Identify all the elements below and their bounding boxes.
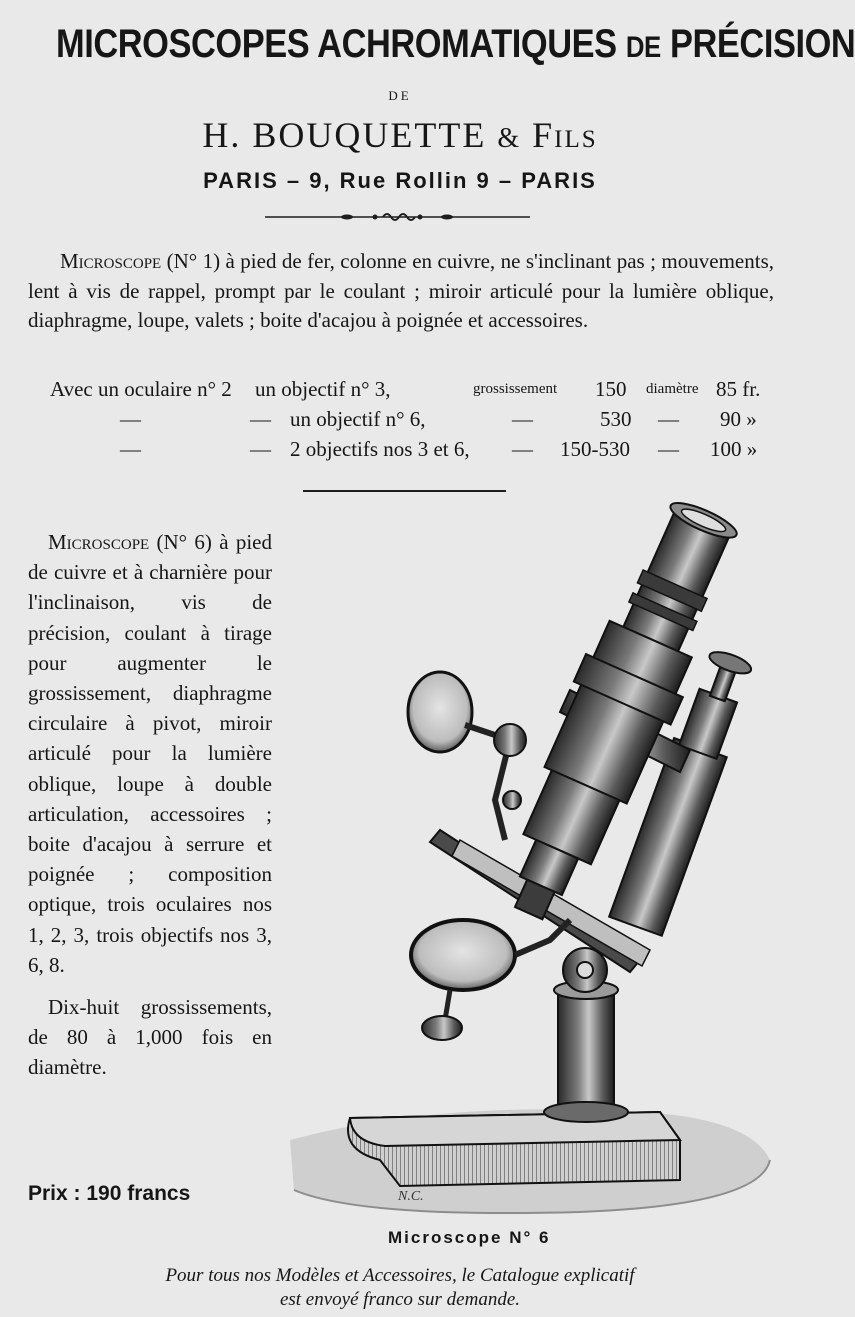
- price-row-2-dash-d: —: [658, 407, 679, 431]
- price-row-3-dash-d: —: [658, 437, 679, 461]
- microscope-1-text: (N° 1) à pied de fer, colonne en cuivre, ne s'inclinant pas ; mouvements, lent à vis de rappel, prompt par le coulant ; miroir articulé pour la lumière oblique, diaphragme, loupe, valets ; boite d'acajou à poignée et accessoires.: [28, 249, 774, 332]
- price-row-1-price: 85 fr.: [716, 377, 761, 401]
- microscope-1-description: [28, 247, 774, 336]
- price-row-1-diametre: diamètre: [646, 381, 699, 397]
- microscope-1-lead: Microscope: [60, 249, 162, 273]
- price-row-2: [40, 407, 780, 437]
- firm-name: [0, 114, 800, 156]
- price-row-1: [40, 377, 780, 407]
- page-title: [56, 22, 855, 67]
- firm-ampersand: &: [497, 123, 522, 154]
- footer-line-1: Pour tous nos Modèles et Accessoires, le Catalogue explicatif: [165, 1265, 635, 1286]
- price-row-2-dash-b: —: [250, 407, 271, 431]
- price-row-1-value: 150: [595, 377, 627, 401]
- price-row-2-dash-a: —: [120, 407, 141, 431]
- price-row-3-objectif: 2 objectifs nos 3 et 6,: [290, 437, 470, 461]
- de-label: DE: [388, 88, 412, 103]
- price-row-3-value: 150-530: [560, 437, 630, 461]
- price-row-2-dash-c: —: [512, 407, 533, 431]
- price-label: Prix : 190 francs: [28, 1182, 191, 1205]
- illustration-caption: Microscope N° 6: [388, 1228, 551, 1247]
- microscope-6-lead: Microscope: [48, 530, 150, 554]
- price-row-3-price: 100 »: [710, 437, 758, 461]
- price-row-3-dash-c: —: [512, 437, 533, 461]
- microscope-6-description: [28, 527, 272, 1083]
- price-row-2-objectif: un objectif n° 6,: [290, 407, 426, 431]
- price-row-3: [40, 437, 780, 467]
- price-row-1-oculaire: Avec un oculaire n° 2: [50, 377, 232, 401]
- engraver-signature: N.C.: [398, 1189, 424, 1204]
- address: PARIS – 9, Rue Rollin 9 – PARIS: [203, 168, 597, 193]
- ornament-divider-icon: [265, 210, 530, 224]
- price-row-3-dash-a: —: [120, 437, 141, 461]
- microscope-illustration: [280, 500, 780, 1225]
- price-row-3-dash-b: —: [250, 437, 271, 461]
- price-row-2-price: 90 »: [720, 407, 757, 431]
- price-row-1-grossissement: grossissement: [473, 381, 558, 397]
- firm-name-main: H. BOUQUETTE: [202, 115, 487, 155]
- microscope-6-grossissements: Dix-huit grossissements, de 80 à 1,000 fois en diamètre.: [28, 995, 272, 1080]
- firm-fils: Fils: [532, 115, 598, 155]
- microscope-6-paragraph: [28, 527, 272, 980]
- title-part-b: PRÉCISION: [669, 22, 855, 66]
- title-part-de: DE: [625, 31, 661, 64]
- footer-note: [0, 1264, 800, 1312]
- footer-line-2: est envoyé franco sur demande.: [279, 1289, 521, 1310]
- microscope-6-text: (N° 6) à pied de cuivre et à charnière pour l'inclinaison, vis de précision, coulant à tirage pour augmenter le grossissement, diaphragme circulaire à pivot, miroir articulé pour la lumière oblique, loupe à double articulation, accessoires ; boite d'acajou à serrure et poignée ; composition optique, trois oculaires nos 1, 2, 3, trois objectifs nos 3, 6, 8.: [28, 530, 272, 977]
- title-part-a: MICROSCOPES ACHROMATIQUES: [56, 22, 617, 66]
- price-row-2-value: 530: [600, 407, 632, 431]
- section-divider: [303, 490, 506, 492]
- price-row-1-objectif: un objectif n° 3,: [255, 377, 391, 401]
